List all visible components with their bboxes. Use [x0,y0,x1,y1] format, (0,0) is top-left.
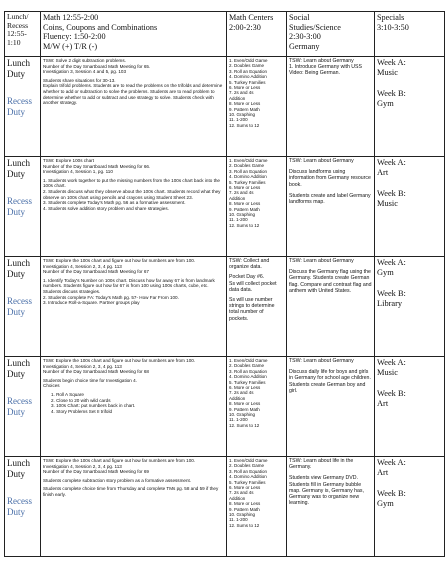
week-b [377,289,442,308]
math-centers-cell [227,257,287,357]
week-b-line: Library [377,298,403,308]
math-paragraph: TSW: Explore the 100s chart and figure out how far numbers are from 100. Investigation 4, Session 2, 3, 4 pg. 113 Number of the Day Smartboard Math Meeting for 68 [43,358,196,375]
center-item: 2. Doubles Game [229,463,265,469]
lunch-recess-cell [5,257,41,357]
math-paragraph: TSW: Explore 100s chart Number of the Day Smartboard Math Meeting for 66. Investigation 4, Session 1, pg. 110 [43,158,151,175]
math-paragraph: 1. Students work together to put the missing numbers from the 100s chart back into the 100s chart. 2. Students discuss what they observe about the 100s chart. Students record what they observe on 100s chart using pencils and crayons using Student Sheet 23. 3. Students complete Today's Math pg. 56 as a formative assessment. 4. Students solve addition story problem and share strategies. [43,177,221,211]
week-b [377,89,442,108]
center-item: 9. Pattern Math [229,106,260,112]
center-item: 9. Pattern Math [229,406,260,412]
week-b [377,189,442,208]
header-line: 12:55- [7,29,27,39]
recess-line: Duty [7,306,25,317]
header-row [5,12,445,57]
lunch-line: Lunch [7,258,30,268]
lunch-line: Duty [7,168,25,179]
week-b [377,489,442,508]
social-paragraph: TSW: Learn about Germany [289,258,354,264]
header-line: Coins, Coupons and Combinations [43,22,158,32]
math-lesson-cell [41,57,227,157]
week-a [377,258,442,277]
center-item: 3. Roll an Equation [229,468,268,474]
specials-cell [375,57,445,157]
social-paragraph: TSW: Learn about Germany [289,358,354,364]
center-item: 2. Doubles Game [229,163,265,169]
math-paragraph: Students complete subtraction story problem as a formative assessment. [43,477,192,483]
week-b-line: Week B: [377,489,406,499]
recess-line: Recess [7,396,32,407]
schedule-row [5,457,445,557]
center-item: 12. Sums to 12 [229,422,260,428]
center-item: Addition [229,95,246,101]
center-item: 6. More or Less [229,485,261,491]
center-item: 11. 1-200 [229,117,248,123]
lunch-line: Lunch [7,58,30,68]
lunch-recess-cell [5,57,41,157]
header-centers [227,12,287,57]
week-b-line: Gym [377,98,394,108]
math-paragraph: Students begin choice time for Investigation 4. Choices [43,377,137,389]
specials-cell [375,257,445,357]
math-centers-cell [227,457,287,557]
math-choice-item: 1. Roll A Square [51,391,84,397]
recess-line: Duty [7,406,25,417]
center-item: 6. More or Less [229,185,261,191]
math-choice-item: 2. Close to 20 with wild cards [51,397,111,403]
math-paragraph: TSW: Explore the 100s chart and figure out how far numbers are from 100. Investigation 4, Session 2, 3, 4 pg. 113 Number of the Day Smartboard Math Meeting for 67 [43,258,196,275]
header-line: Lunch/ [7,12,29,21]
header-social [287,12,375,57]
center-item: 12. Sums to 12 [229,522,260,528]
social-studies-cell [287,457,375,557]
social-studies-cell [287,157,375,257]
math-choice-list [43,392,224,414]
week-b-line: Week B: [377,89,406,99]
header-line: Math 12:55-2:00 [43,13,99,22]
center-item: 1. Even/Odd Game [229,58,268,63]
center-item: 2. Doubles Game [229,63,265,69]
week-b [377,389,442,408]
center-item: 4. Domino Addition [229,74,267,80]
math-centers-cell [227,357,287,457]
center-item: Addition [229,195,246,201]
social-paragraph: TSW: Learn about life in the Germany. [289,458,354,471]
center-item: 12. Sums to 12 [229,122,260,128]
center-item: 10. Graphing [229,412,256,418]
center-item: 11. 1-200 [229,417,248,423]
header-line: Fluency: 1:50-2:00 [43,32,106,42]
math-lesson-cell [41,257,227,357]
center-item: 7. 2s and 4s [229,490,254,496]
lunch-line: Duty [7,368,25,379]
lunch-duty [7,158,38,179]
center-item: 10. Graphing [229,512,256,518]
center-item: 12. Sums to 12 [229,222,260,228]
week-b-line: Art [377,398,389,408]
social-studies-cell [287,357,375,457]
recess-line: Recess [7,96,32,107]
recess-line: Recess [7,496,32,507]
math-choice-item: 3. 100s Chart: put numbers back in chart. [51,403,136,409]
schedule-row [5,157,445,257]
lunch-duty [7,358,38,379]
week-b-line: Week B: [377,189,406,199]
center-item: 1. Even/Odd Game [229,158,268,163]
header-specials [375,12,445,57]
week-a-line: Week A: [377,58,406,67]
week-a-line: Week A: [377,358,406,367]
recess-duty [7,296,38,317]
math-centers-cell [227,57,287,157]
schedule-row [5,257,445,357]
math-paragraph: Students complete choice time from Thursday and complete TMs pg. 58 and 59 if they finish early. [43,486,219,497]
header-line: Math Centers [229,13,274,22]
week-a-line: Music [377,67,398,77]
specials-cell [375,457,445,557]
center-item: Addition [229,495,246,501]
social-studies-cell [287,57,375,157]
lunch-line: Duty [7,68,25,79]
header-line: 1:10 [7,38,21,48]
centers-line: Ss will use number strings to determine total number of pockets. [229,297,275,322]
center-item: 4. Domino Addition [229,374,267,380]
math-choice-item: 4. Story Problems Set II trifold [51,408,113,414]
schedule-table [4,11,445,557]
week-a-line: Art [377,167,389,177]
center-item: Addition [229,395,246,401]
center-item: 9. Pattern Math [229,506,260,512]
center-item: 8. More or Less [229,401,261,407]
center-item: 7. 2s and 4s [229,390,254,396]
center-item: 5. Turkey Families [229,179,266,185]
lunch-duty [7,58,38,79]
header-line: 3:10-3:50 [377,22,409,32]
math-lesson-cell [41,157,227,257]
lunch-duty [7,258,38,279]
lunch-line: Lunch [7,458,30,468]
lunch-recess-cell [5,357,41,457]
schedule-row [5,357,445,457]
center-item: 4. Domino Addition [229,474,267,480]
header-line: 2:00-2:30 [229,22,261,32]
week-a [377,358,442,377]
week-a-line: Week A: [377,458,406,467]
header-line: Studies/Science [289,22,341,32]
header-math [41,12,227,57]
recess-line: Recess [7,196,32,207]
recess-duty [7,196,38,217]
social-paragraph: TSW: Learn about Germany [289,158,354,164]
math-paragraph: Students share situations for 30-13. Explain trifold problems. Students are to read the problems on the trifolds and determine whether to add or subtraction to solve the problems. Students are to read problem to determine whether to add or subtract and use strategy to solve. Students check with another strategy. [43,77,223,106]
center-item: 11. 1-200 [229,517,248,523]
centers-line: TSW: Collect and organize data. [229,258,270,271]
week-a-line: Art [377,467,389,477]
center-item: 8. More or Less [229,101,261,107]
week-a-line: Gym [377,267,394,277]
recess-duty [7,496,38,517]
week-a [377,158,442,177]
lunch-line: Lunch [7,158,30,168]
lunch-recess-cell [5,157,41,257]
week-b-line: Music [377,198,398,208]
math-paragraph: TSW: Solve 2 digit subtraction problems. Number of the Day Smartboard Math Meeting for 65. Investigation 3, Session 4 and 5, pg. 103 [43,58,151,75]
lunch-line: Lunch [7,358,30,368]
week-a-line: Week A: [377,258,406,267]
week-b-line: Week B: [377,289,406,299]
recess-duty [7,96,38,117]
social-paragraph: TSW: Learn about Germany 1. Introduce Germany with USS Video: Being German. [289,58,362,77]
recess-line: Duty [7,106,25,117]
lunch-duty [7,458,38,479]
center-item: 2. Doubles Game [229,363,265,369]
center-item: 1. Even/Odd Game [229,358,268,363]
lunch-line: Duty [7,468,25,479]
header-line: Germany [289,41,320,51]
math-lesson-cell [41,357,227,457]
schedule-row [5,57,445,157]
specials-cell [375,357,445,457]
center-item: 8. More or Less [229,501,261,507]
recess-line: Duty [7,506,25,517]
center-item: 4. Domino Addition [229,174,267,180]
center-item: 1. Even/Odd Game [229,458,268,463]
center-item: 6. More or Less [229,85,261,91]
specials-cell [375,157,445,257]
lunch-recess-cell [5,457,41,557]
center-item: 10. Graphing [229,112,256,118]
math-lesson-cell [41,457,227,557]
center-item: 3. Roll an Equation [229,368,268,374]
recess-duty [7,396,38,417]
week-a [377,58,442,77]
center-item: 3. Roll an Equation [229,168,268,174]
week-a [377,458,442,477]
math-paragraph: TSW: Explore the 100s chart and figure out how far numbers are from 100. Investigation 4, Session 2, 3, 4 pg. 113 Number of the Day Smartboard Math Meeting for 69 [43,458,196,475]
week-a-line: Week A: [377,158,406,167]
social-paragraph: Discuss the Germany flag using the Germany. Students create German flag. Compare and contrast flag and anthem with United States. [289,269,372,294]
header-lunch [5,12,41,57]
header-line: M/W (+) T/R (-) [43,41,98,51]
center-item: 8. More or Less [229,201,261,207]
social-paragraph: Students view Germany DVD. Students fill in Germany bubble map. Germany is, Germany has, Germany was to organize new learning. [289,475,364,507]
center-item: 10. Graphing [229,212,256,218]
center-item: 5. Turkey Families [229,379,266,385]
center-item: 5. Turkey Families [229,79,266,85]
header-line: 2:30-3:00 [289,32,321,42]
center-item: 11. 1-200 [229,217,248,223]
center-item: 9. Pattern Math [229,206,260,212]
lunch-line: Duty [7,268,25,279]
header-line: Social [289,13,310,22]
recess-line: Recess [7,296,32,307]
math-paragraph: 1. Identify Today's Number on 100s chart. Discuss how far away 67 is from landmark numbers. Students figure out how far 67 is from 100 using 100s charts, cube, etc. Students discuss strategies. 2. Students complete FA: Today's Math pg. 57- How Far From 100. 3. Introduce Roll-a-Square. Partner groups play [43,277,215,306]
center-item: 5. Turkey Families [229,479,266,485]
social-paragraph: Discuss daily life for boys and girls in Germany for school age children. Students create German boy and girl. [289,369,371,394]
center-item: 7. 2s and 4s [229,90,254,96]
centers-line: Pocket Day #6. [229,274,265,281]
center-item: 7. 2s and 4s [229,190,254,196]
center-item: 6. More or Less [229,385,261,391]
header-line: Specials [377,13,405,22]
recess-line: Duty [7,206,25,217]
week-b-line: Gym [377,498,394,508]
center-item: 3. Roll an Equation [229,68,268,74]
math-centers-cell [227,157,287,257]
social-paragraph: Discuss landforms using information from Germany resource book. [289,169,371,188]
social-studies-cell [287,257,375,357]
social-paragraph: Students create and label Germany landforms map. [289,192,371,206]
week-b-line: Week B: [377,389,406,399]
week-a-line: Music [377,367,398,377]
centers-line: Ss will collect pocket data data. [229,280,277,293]
header-line: Recess [7,20,29,30]
